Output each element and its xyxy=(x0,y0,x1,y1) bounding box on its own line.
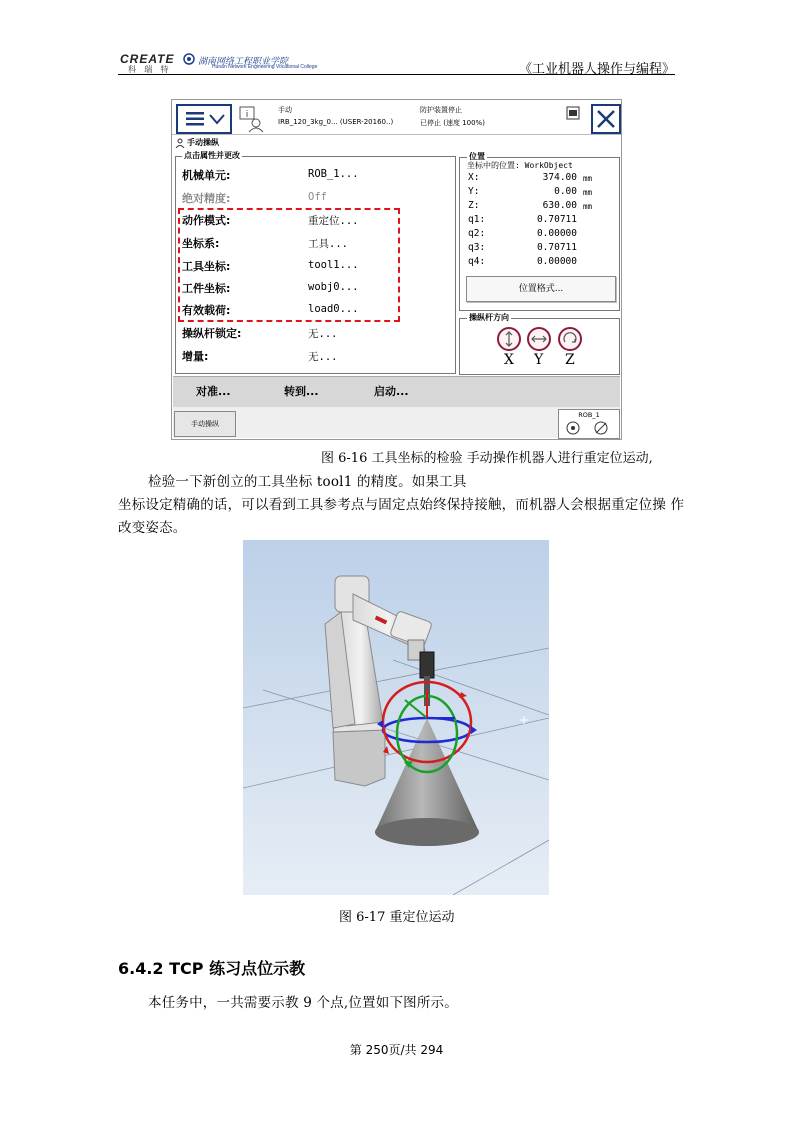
position-q2-value: 0.00000 xyxy=(536,228,577,239)
joystick-lock-value[interactable]: 无... xyxy=(308,328,338,340)
property-label: 机械单元: xyxy=(182,169,231,182)
motion-mode-value[interactable]: 重定位... xyxy=(308,215,359,227)
property-label: 工件坐标: xyxy=(182,282,231,295)
properties-group-title: 点击属性并更改 xyxy=(184,151,240,160)
page-footer: 第 250页/共 294 xyxy=(349,1043,444,1057)
title-divider xyxy=(172,134,621,135)
position-unit: mm xyxy=(583,174,593,183)
position-label: q4: xyxy=(468,256,486,267)
position-label: Z: xyxy=(468,200,480,211)
school-emblem-icon xyxy=(183,53,195,65)
paragraph-line: 改变姿态。 xyxy=(118,520,187,536)
paragraph-line: 检验一下新创立的工具坐标 tool1 的精度。如果工具 xyxy=(148,474,467,490)
position-y-value: 0.00 xyxy=(554,186,577,197)
section-heading: 6.4.2 TCP 练习点位示教 xyxy=(118,959,306,978)
payload-value[interactable]: load0... xyxy=(308,303,359,315)
joystick-y-icon xyxy=(527,327,551,351)
status-mode: 手动 xyxy=(278,106,292,114)
position-format-button[interactable]: 位置格式... xyxy=(466,276,616,302)
book-title: 《工业机器人操作与编程》 xyxy=(518,62,675,77)
property-label: 增量: xyxy=(182,350,209,363)
menu-hamburger-icon xyxy=(178,106,230,132)
property-label: 有效载荷: xyxy=(182,304,231,317)
svg-text:+: + xyxy=(519,713,530,727)
property-label: 绝对精度: xyxy=(182,192,231,205)
taskbar xyxy=(173,407,620,438)
position-label: X: xyxy=(468,172,480,183)
jogging-task-button[interactable] xyxy=(174,411,236,437)
position-unit: mm xyxy=(583,202,593,211)
jogging-task-label: 手动操纵 xyxy=(191,420,219,428)
position-label: Y: xyxy=(468,186,480,197)
tool-frame-value[interactable]: tool1... xyxy=(308,259,359,271)
school-name: 湖南网络工程职业学院 xyxy=(198,56,289,66)
position-group-title: 位置 xyxy=(469,152,485,161)
position-subtitle: 坐标中的位置: WorkObject xyxy=(467,161,573,170)
align-button[interactable]: 对准... xyxy=(196,385,231,398)
school-name-english: Hunan Network Engineering Vocational College xyxy=(212,64,318,70)
mechanical-unit-value[interactable]: ROB_1... xyxy=(308,168,359,180)
go-to-button[interactable]: 转到... xyxy=(284,385,319,398)
position-label: q1: xyxy=(468,214,486,225)
property-label: 工具坐标: xyxy=(182,260,231,273)
close-button[interactable] xyxy=(591,104,621,134)
position-label: q3: xyxy=(468,242,486,253)
position-q3-value: 0.70711 xyxy=(536,242,577,253)
joystick-z-label: Z xyxy=(565,352,575,368)
absolute-accuracy-value: Off xyxy=(308,191,327,203)
header-rule xyxy=(118,74,675,75)
rob-label: ROB_1 xyxy=(578,411,600,419)
figure-6-16-caption: 图 6-16 工具坐标的检验 手动操作机器人进行重定位运动, xyxy=(321,451,653,466)
status-speed: 已停止 (速度 100%) xyxy=(420,119,485,127)
close-icon xyxy=(593,106,619,132)
main-menu-button[interactable] xyxy=(176,104,232,134)
paragraph-line: 本任务中，一共需要示教 9 个点,位置如下图所示。 xyxy=(148,995,458,1011)
property-label: 操纵杆锁定: xyxy=(182,327,242,340)
highlight-dashed-box xyxy=(178,208,400,322)
position-q4-value: 0.00000 xyxy=(536,256,577,267)
position-z-value: 630.00 xyxy=(542,200,577,211)
position-x-value: 374.00 xyxy=(542,172,577,183)
jogging-icon xyxy=(175,138,185,148)
activate-button[interactable]: 启动... xyxy=(374,385,409,398)
work-object-value[interactable]: wobj0... xyxy=(308,281,359,293)
create-logo: CREATE xyxy=(120,52,175,66)
quickset-icon xyxy=(565,420,613,436)
status-system: IRB_120_3kg_0... (USER-20160..) xyxy=(278,118,394,126)
position-unit: mm xyxy=(583,188,593,197)
position-label: q2: xyxy=(468,228,486,239)
status-guard: 防护装置停止 xyxy=(420,106,462,114)
svg-text:i: i xyxy=(245,110,249,120)
robot-reorientation-figure xyxy=(243,540,549,895)
screen-title: 手动操纵 xyxy=(187,138,219,147)
create-logo-subtitle: 科 瑞 特 xyxy=(128,65,172,74)
joystick-y-label: Y xyxy=(534,352,544,368)
position-q1-value: 0.70711 xyxy=(536,214,577,225)
window-switch-icon[interactable] xyxy=(566,106,580,120)
status-info-icon[interactable] xyxy=(238,105,266,133)
increment-value[interactable]: 无... xyxy=(308,351,338,363)
paragraph-line: 坐标设定精确的话，可以看到工具参考点与固定点始终保持接触，而机器人会根据重定位操 作 xyxy=(118,497,685,513)
coordinate-system-value[interactable]: 工具... xyxy=(308,238,348,250)
joystick-group-title: 操纵杆方向 xyxy=(469,313,509,322)
quickset-button[interactable] xyxy=(558,409,620,439)
teach-pendant-screenshot xyxy=(171,99,622,440)
property-label: 坐标系: xyxy=(182,237,220,250)
joystick-z-icon xyxy=(558,327,582,351)
joystick-x-label: X xyxy=(504,352,514,368)
joystick-x-icon xyxy=(497,327,521,351)
property-label: 动作模式: xyxy=(182,214,231,227)
figure-6-17-caption: 图 6-17 重定位运动 xyxy=(339,910,455,925)
